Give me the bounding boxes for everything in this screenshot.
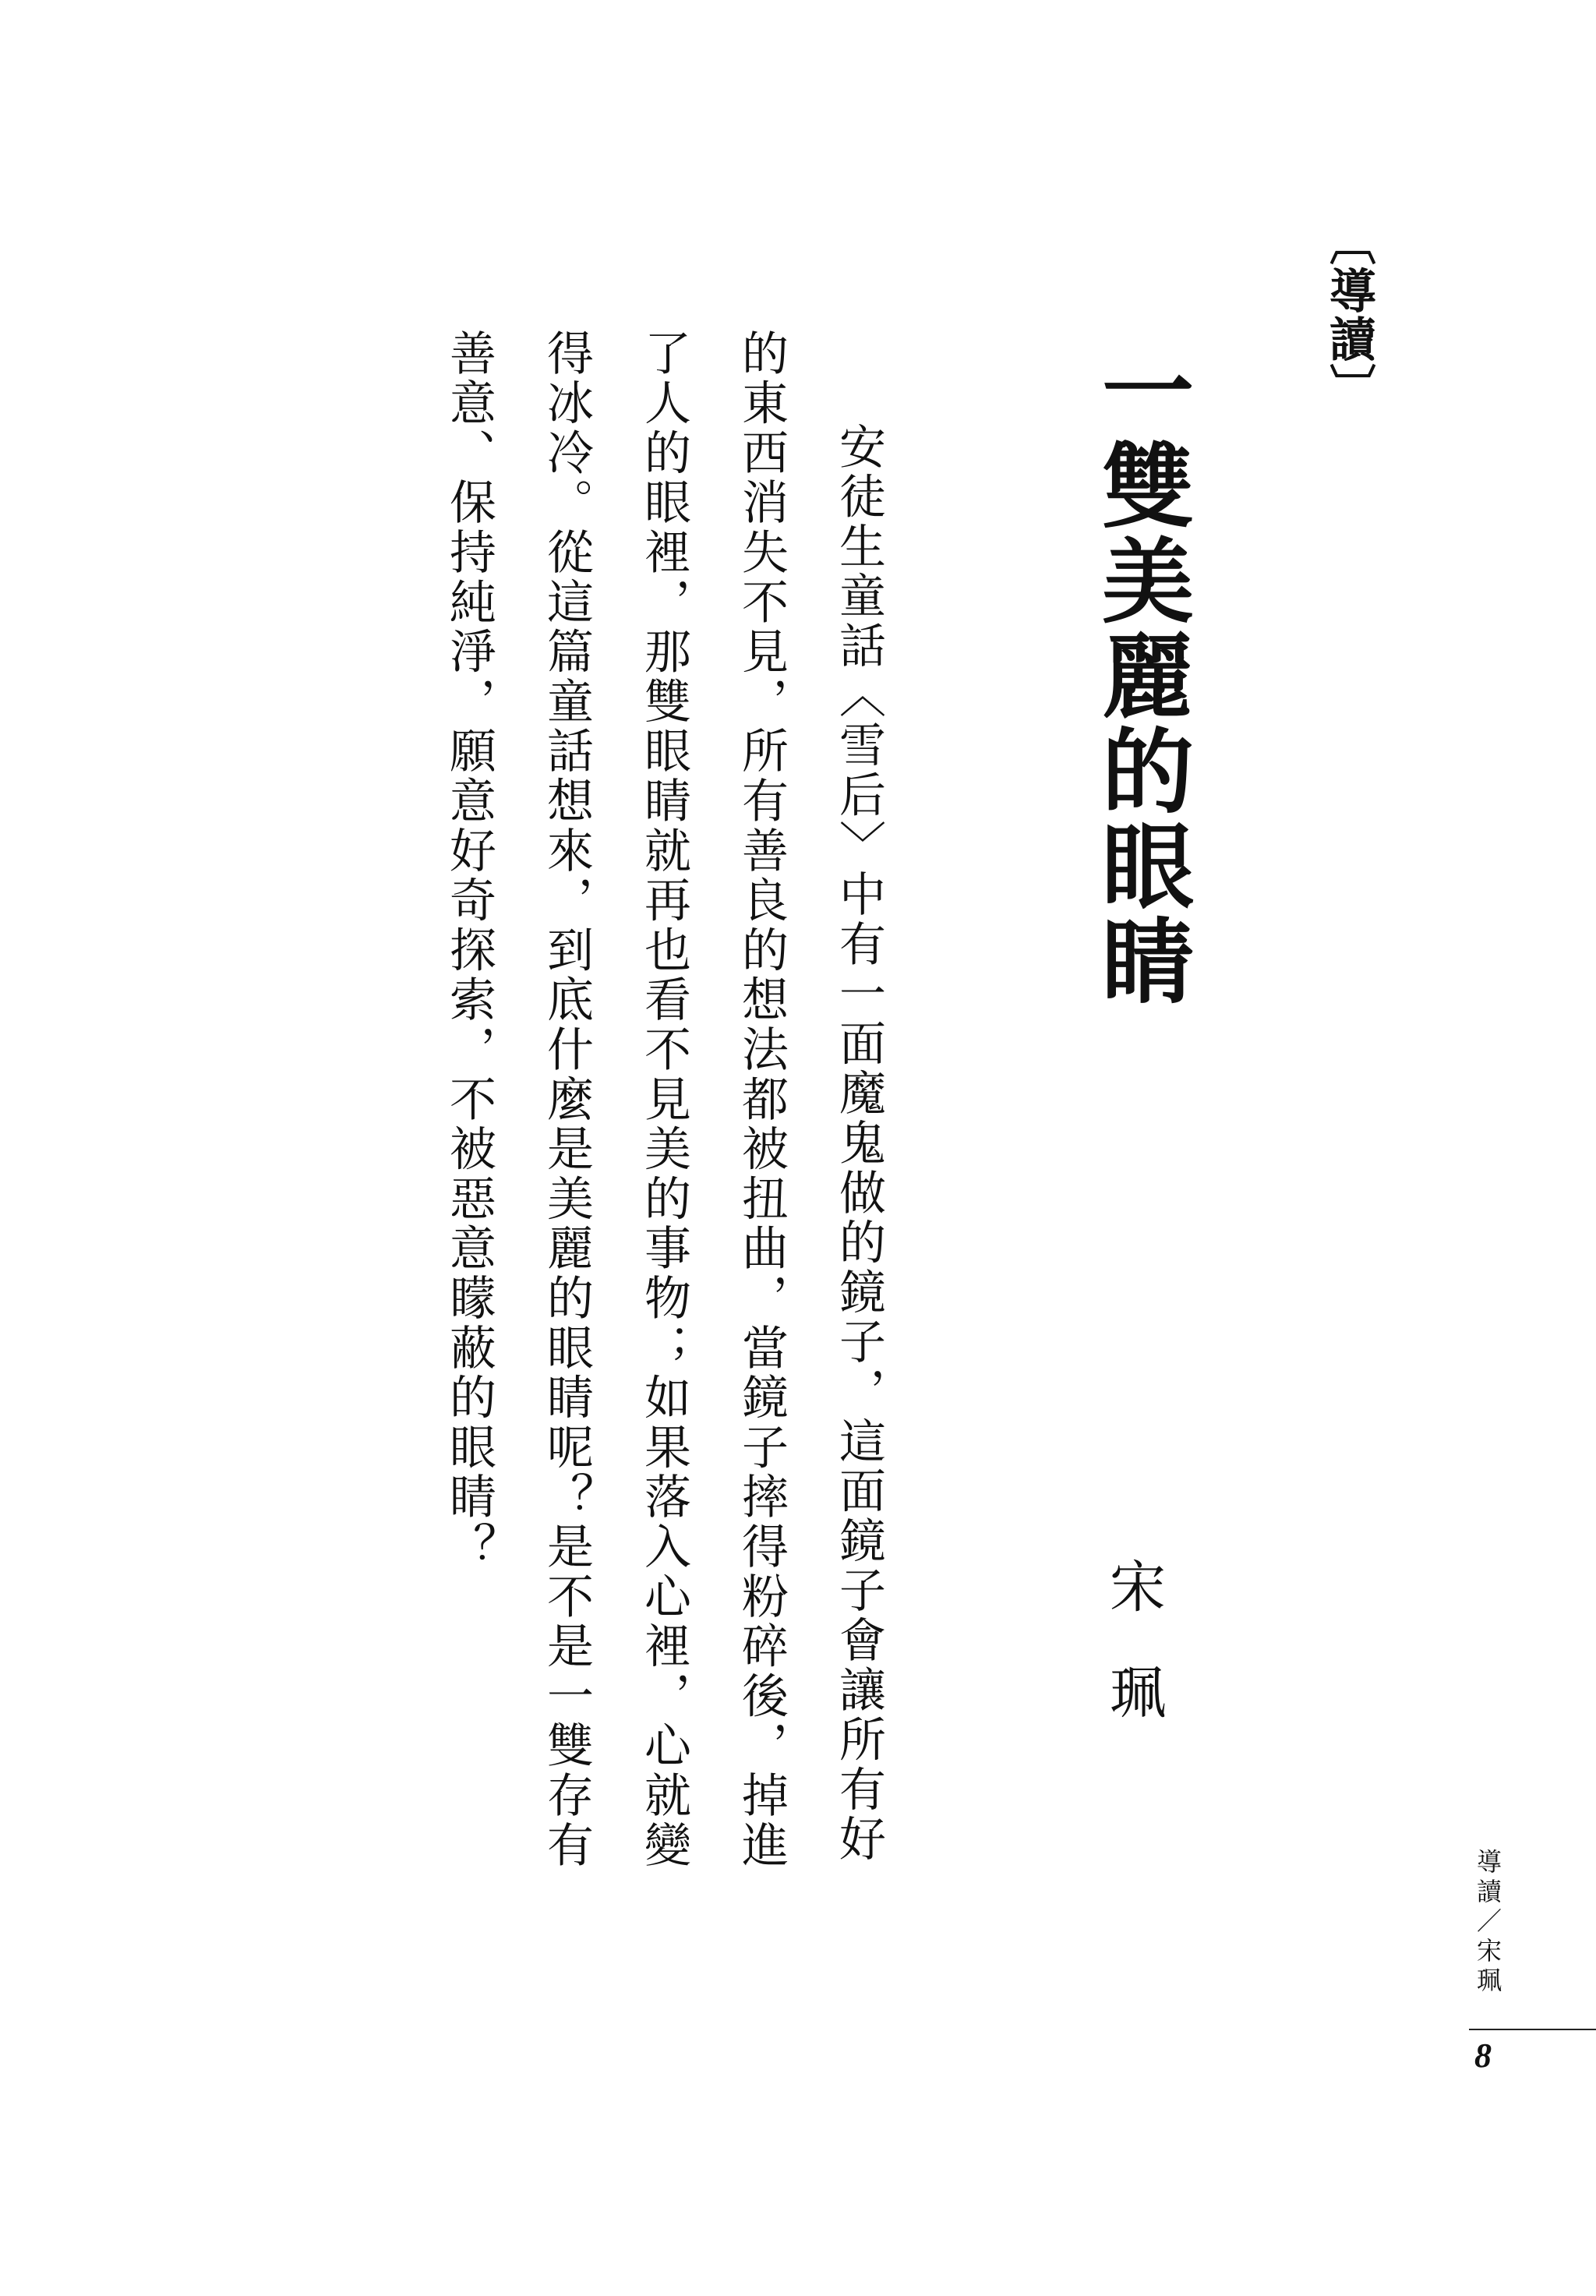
footer-divider — [1469, 2029, 1596, 2030]
paragraph: 安徒生童話〈雪后〉中有一面魔鬼做的鏡子，這面鏡子會讓所有好的東西消失不見，所有善良的想法都被扭曲，當鏡子摔得粉碎後，掉進了人的眼裡，那雙眼睛就再也看不見美的事物；如果落入心裡，心就變得冰冷。從這篇童話想來，到底什麼是美麗的眼睛呢？是不是一雙存有善意、保持純淨，願意好奇探索，不被惡意矇蔽的眼睛？ — [442, 329, 886, 1870]
author-name: 宋珮 — [1100, 1557, 1166, 1769]
running-header: 導讀／宋珮 — [1473, 1849, 1502, 1997]
page-title: 一雙美麗的眼睛 — [1086, 343, 1194, 1008]
page-number: 8 — [1474, 2036, 1492, 2075]
body-text — [420, 329, 907, 1888]
section-label: 〔導讀〕 — [1322, 218, 1376, 412]
